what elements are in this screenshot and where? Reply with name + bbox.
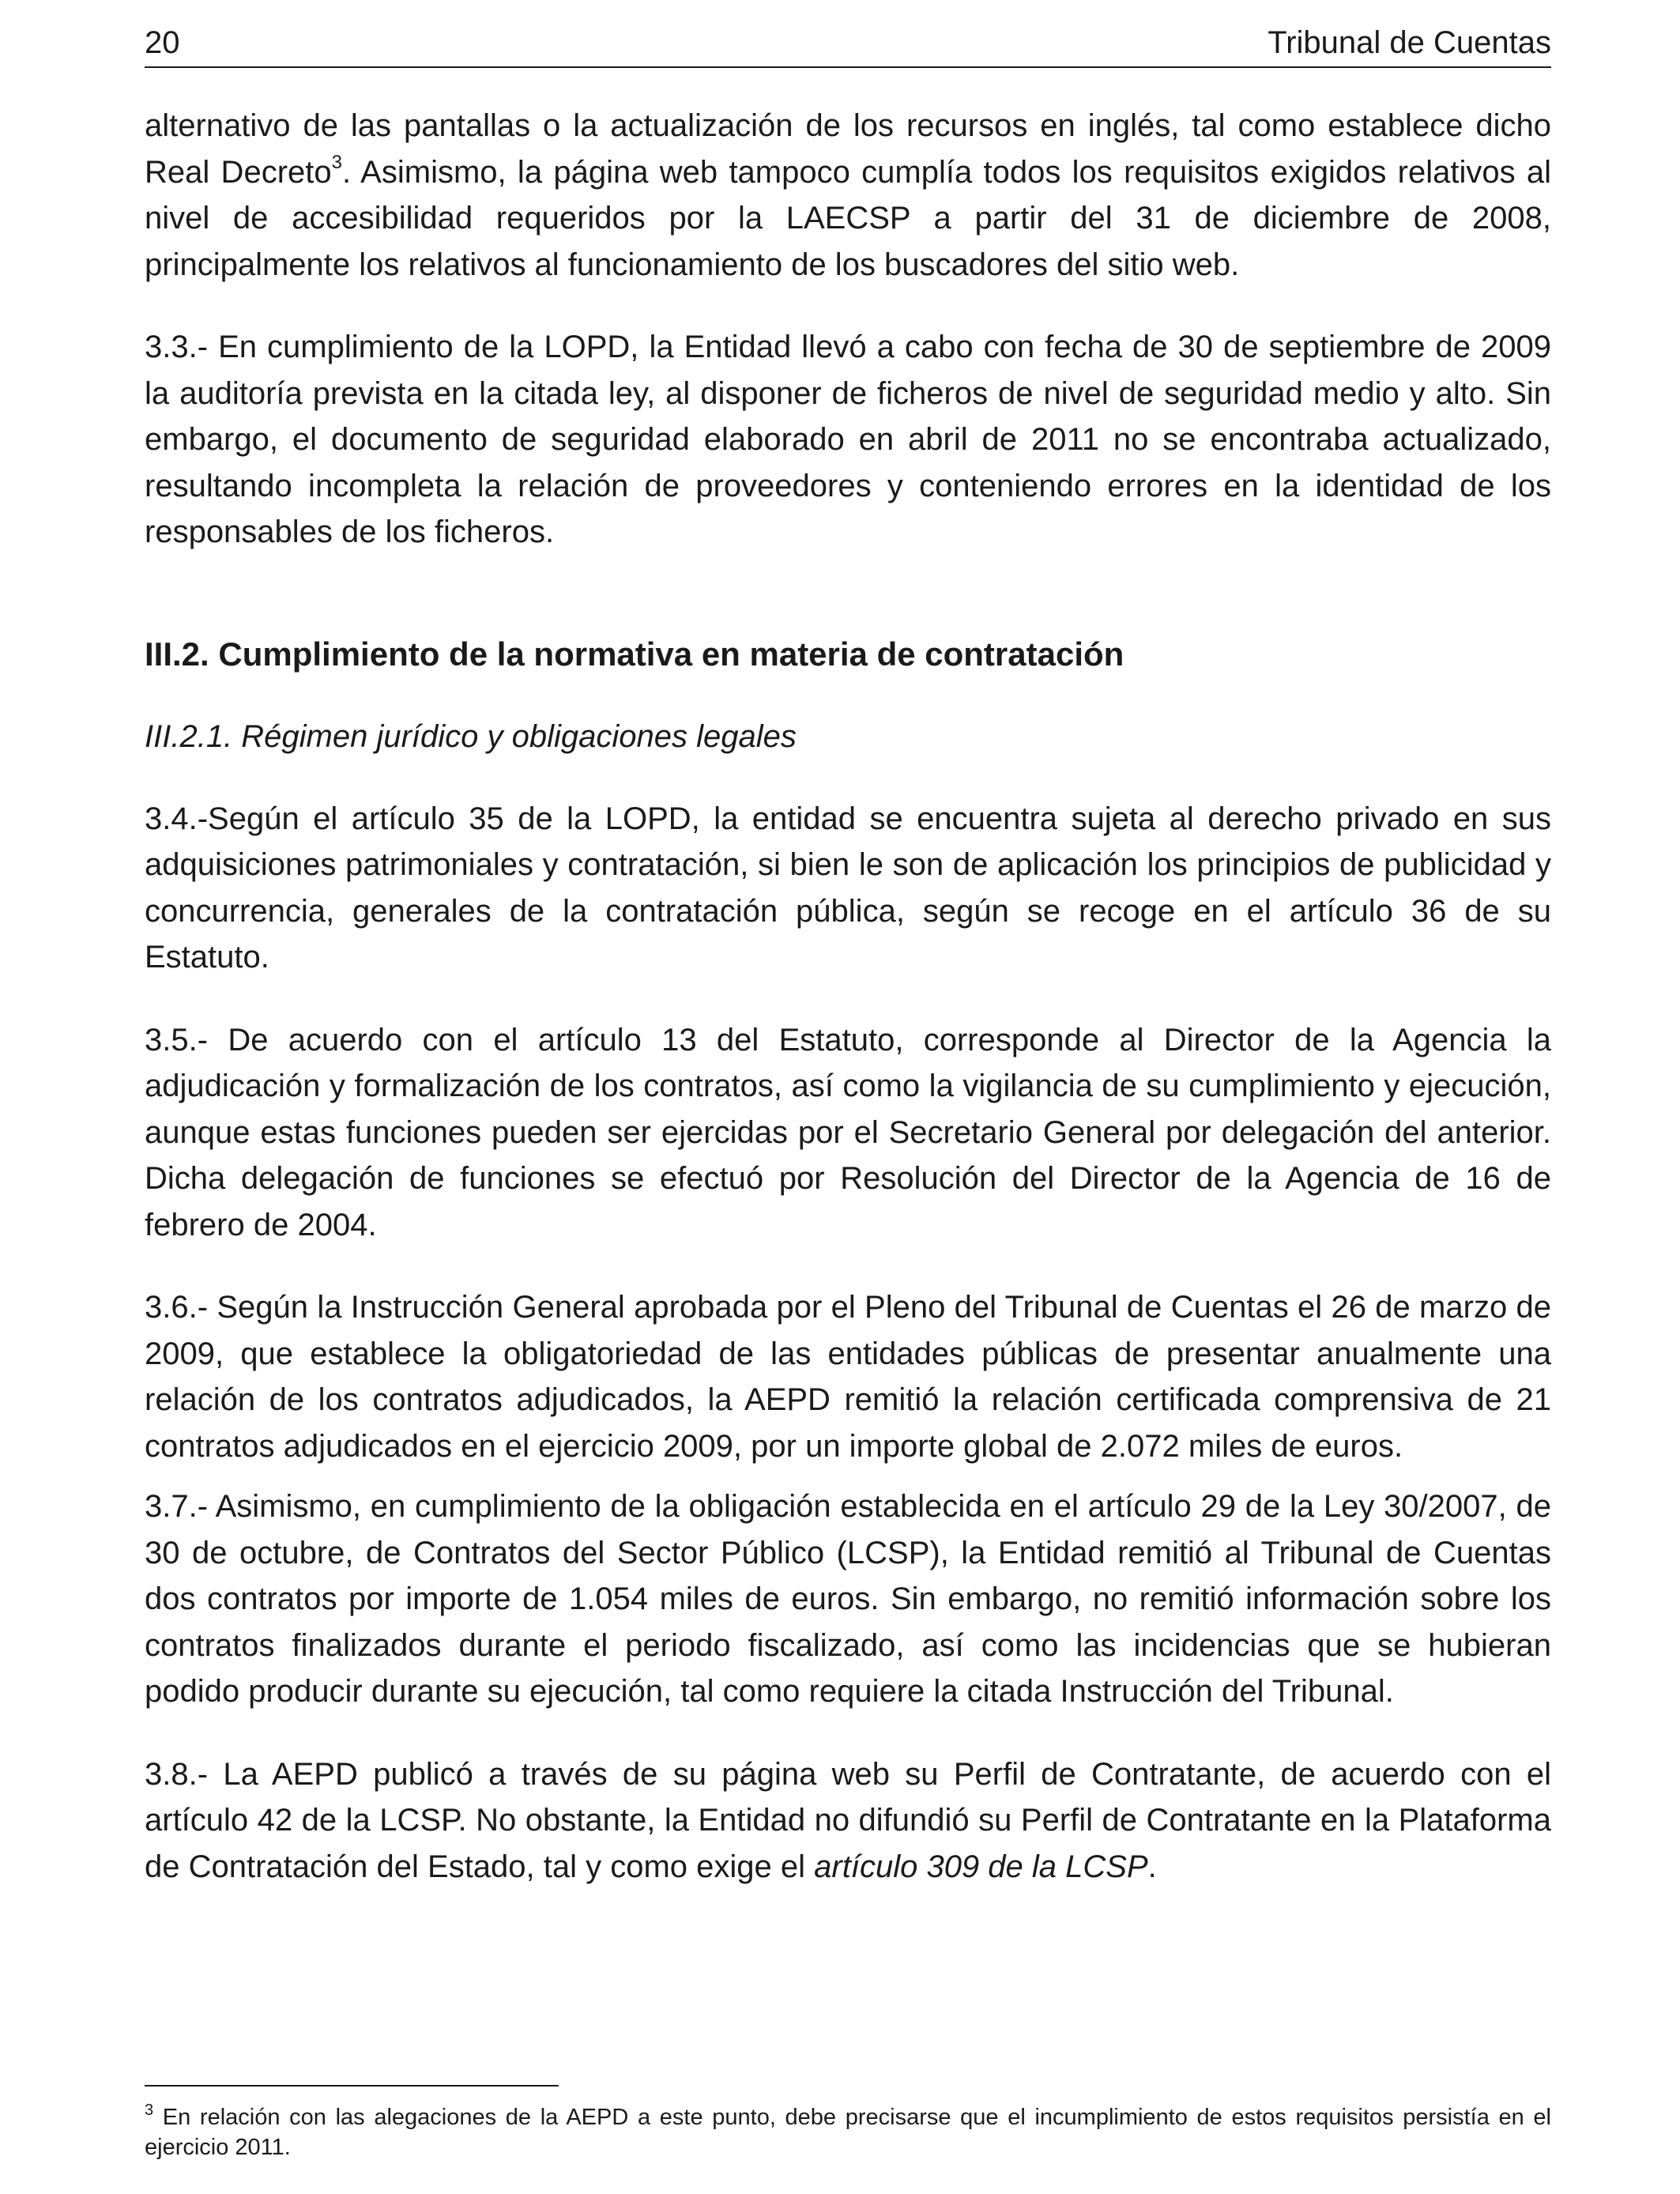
page-number: 20 bbox=[145, 25, 180, 60]
paragraph-text: 3.8.- La AEPD publicó a través de su página web su Perfil de Contratante, de acuerdo con el artículo 42 de la LCSP. No obstante, la Entidad no difundió su Perfil de Contratante en la Plataforma de Contratación del Estado, tal y como exige el bbox=[145, 1756, 1551, 1884]
article-reference: artículo 309 de la LCSP bbox=[814, 1849, 1148, 1884]
section-title: III.2. Cumplimiento de la normativa en materia de contratación bbox=[145, 635, 1124, 673]
paragraph-3-8 bbox=[145, 1751, 1551, 1891]
paragraph-3-7: 3.7.- Asimismo, en cumplimiento de la obligación establecida en el artículo 29 de la Ley 30/2007, de 30 de octubre, de Contratos del Sector Público (LCSP), la Entidad remitió al Tribunal de Cuentas dos contratos por importe de 1.054 miles de euros. Sin embargo, no remitió información sobre los contratos finalizados durante el periodo fiscalizado, así como las incidencias que se hubieran podido producir durante su ejecución, tal como requiere la citada Instrucción del Tribunal. bbox=[145, 1489, 1551, 1709]
subsection-title: III.2.1. Régimen jurídico y obligaciones legales bbox=[145, 718, 797, 754]
page-header bbox=[145, 22, 1551, 68]
paragraph-3-5: 3.5.- De acuerdo con el artículo 13 del Estatuto, corresponde al Director de la Agencia la adjudicación y formalización de los contratos, así como la vigilancia de su cumplimiento y ejecución, aunque estas funciones pueden ser ejercidas por el Secretario General por delegación del anterior. Dicha delegación de funciones se efectuó por Resolución del Director de la Agencia de 16 de febrero de 2004. bbox=[145, 1022, 1551, 1242]
header-title: Tribunal de Cuentas bbox=[1268, 25, 1551, 60]
footnote bbox=[145, 2102, 1551, 2162]
paragraph-3-4: 3.4.-Según el artículo 35 de la LOPD, la entidad se encuentra sujeta al derecho privado en sus adquisiciones patrimoniales y contratación, si bien le son de aplicación los principios de publicidad y concurrencia, generales de la contratación pública, según se recoge en el artículo 36 de su Estatuto. bbox=[145, 801, 1551, 974]
footnote-reference[interactable]: 3 bbox=[331, 151, 342, 173]
paragraph-3-6: 3.6.- Según la Instrucción General aprobada por el Pleno del Tribunal de Cuentas el 26 de marzo de 2009, que establece la obligatoriedad de las entidades públicas de presentar anualmente una relación de los contratos adjudicados, la AEPD remitió la relación certificada comprensiva de 21 contratos adjudicados en el ejercicio 2009, por un importe global de 2.072 miles de euros. bbox=[145, 1290, 1551, 1464]
footnote-text: En relación con las alegaciones de la AEPD a este punto, debe precisarse que el incumplimiento de estos requisitos persistía en el ejercicio 2011. bbox=[145, 2105, 1551, 2160]
paragraph-text: . bbox=[1147, 1849, 1157, 1884]
footnote-separator bbox=[145, 2085, 559, 2087]
footnote-number: 3 bbox=[145, 2102, 154, 2119]
paragraph-text: . Asimismo, la página web tampoco cumplía todos los requisitos exigidos relativos al nivel de accesibilidad requeridos por la LAECSP a partir del 31 de diciembre de 2008, principalmente los relativos al funcionamiento de los buscadores del sitio web. bbox=[145, 154, 1551, 282]
paragraph-3-3: 3.3.- En cumplimiento de la LOPD, la Entidad llevó a cabo con fecha de 30 de septiembre de 2009 la auditoría prevista en la citada ley, al disponer de ficheros de nivel de seguridad medio y alto. Sin embargo, el documento de seguridad elaborado en abril de 2011 no se encontraba actualizado, resultando incompleta la relación de proveedores y conteniendo errores en la identidad de los responsables de los ficheros. bbox=[145, 330, 1551, 549]
document-body bbox=[145, 103, 1551, 1890]
paragraph-accessibility bbox=[145, 103, 1551, 288]
paragraph-text: alternativo de las pantallas o la actualización de los recursos en inglés, tal como establece dicho Real Decreto bbox=[145, 108, 1551, 190]
